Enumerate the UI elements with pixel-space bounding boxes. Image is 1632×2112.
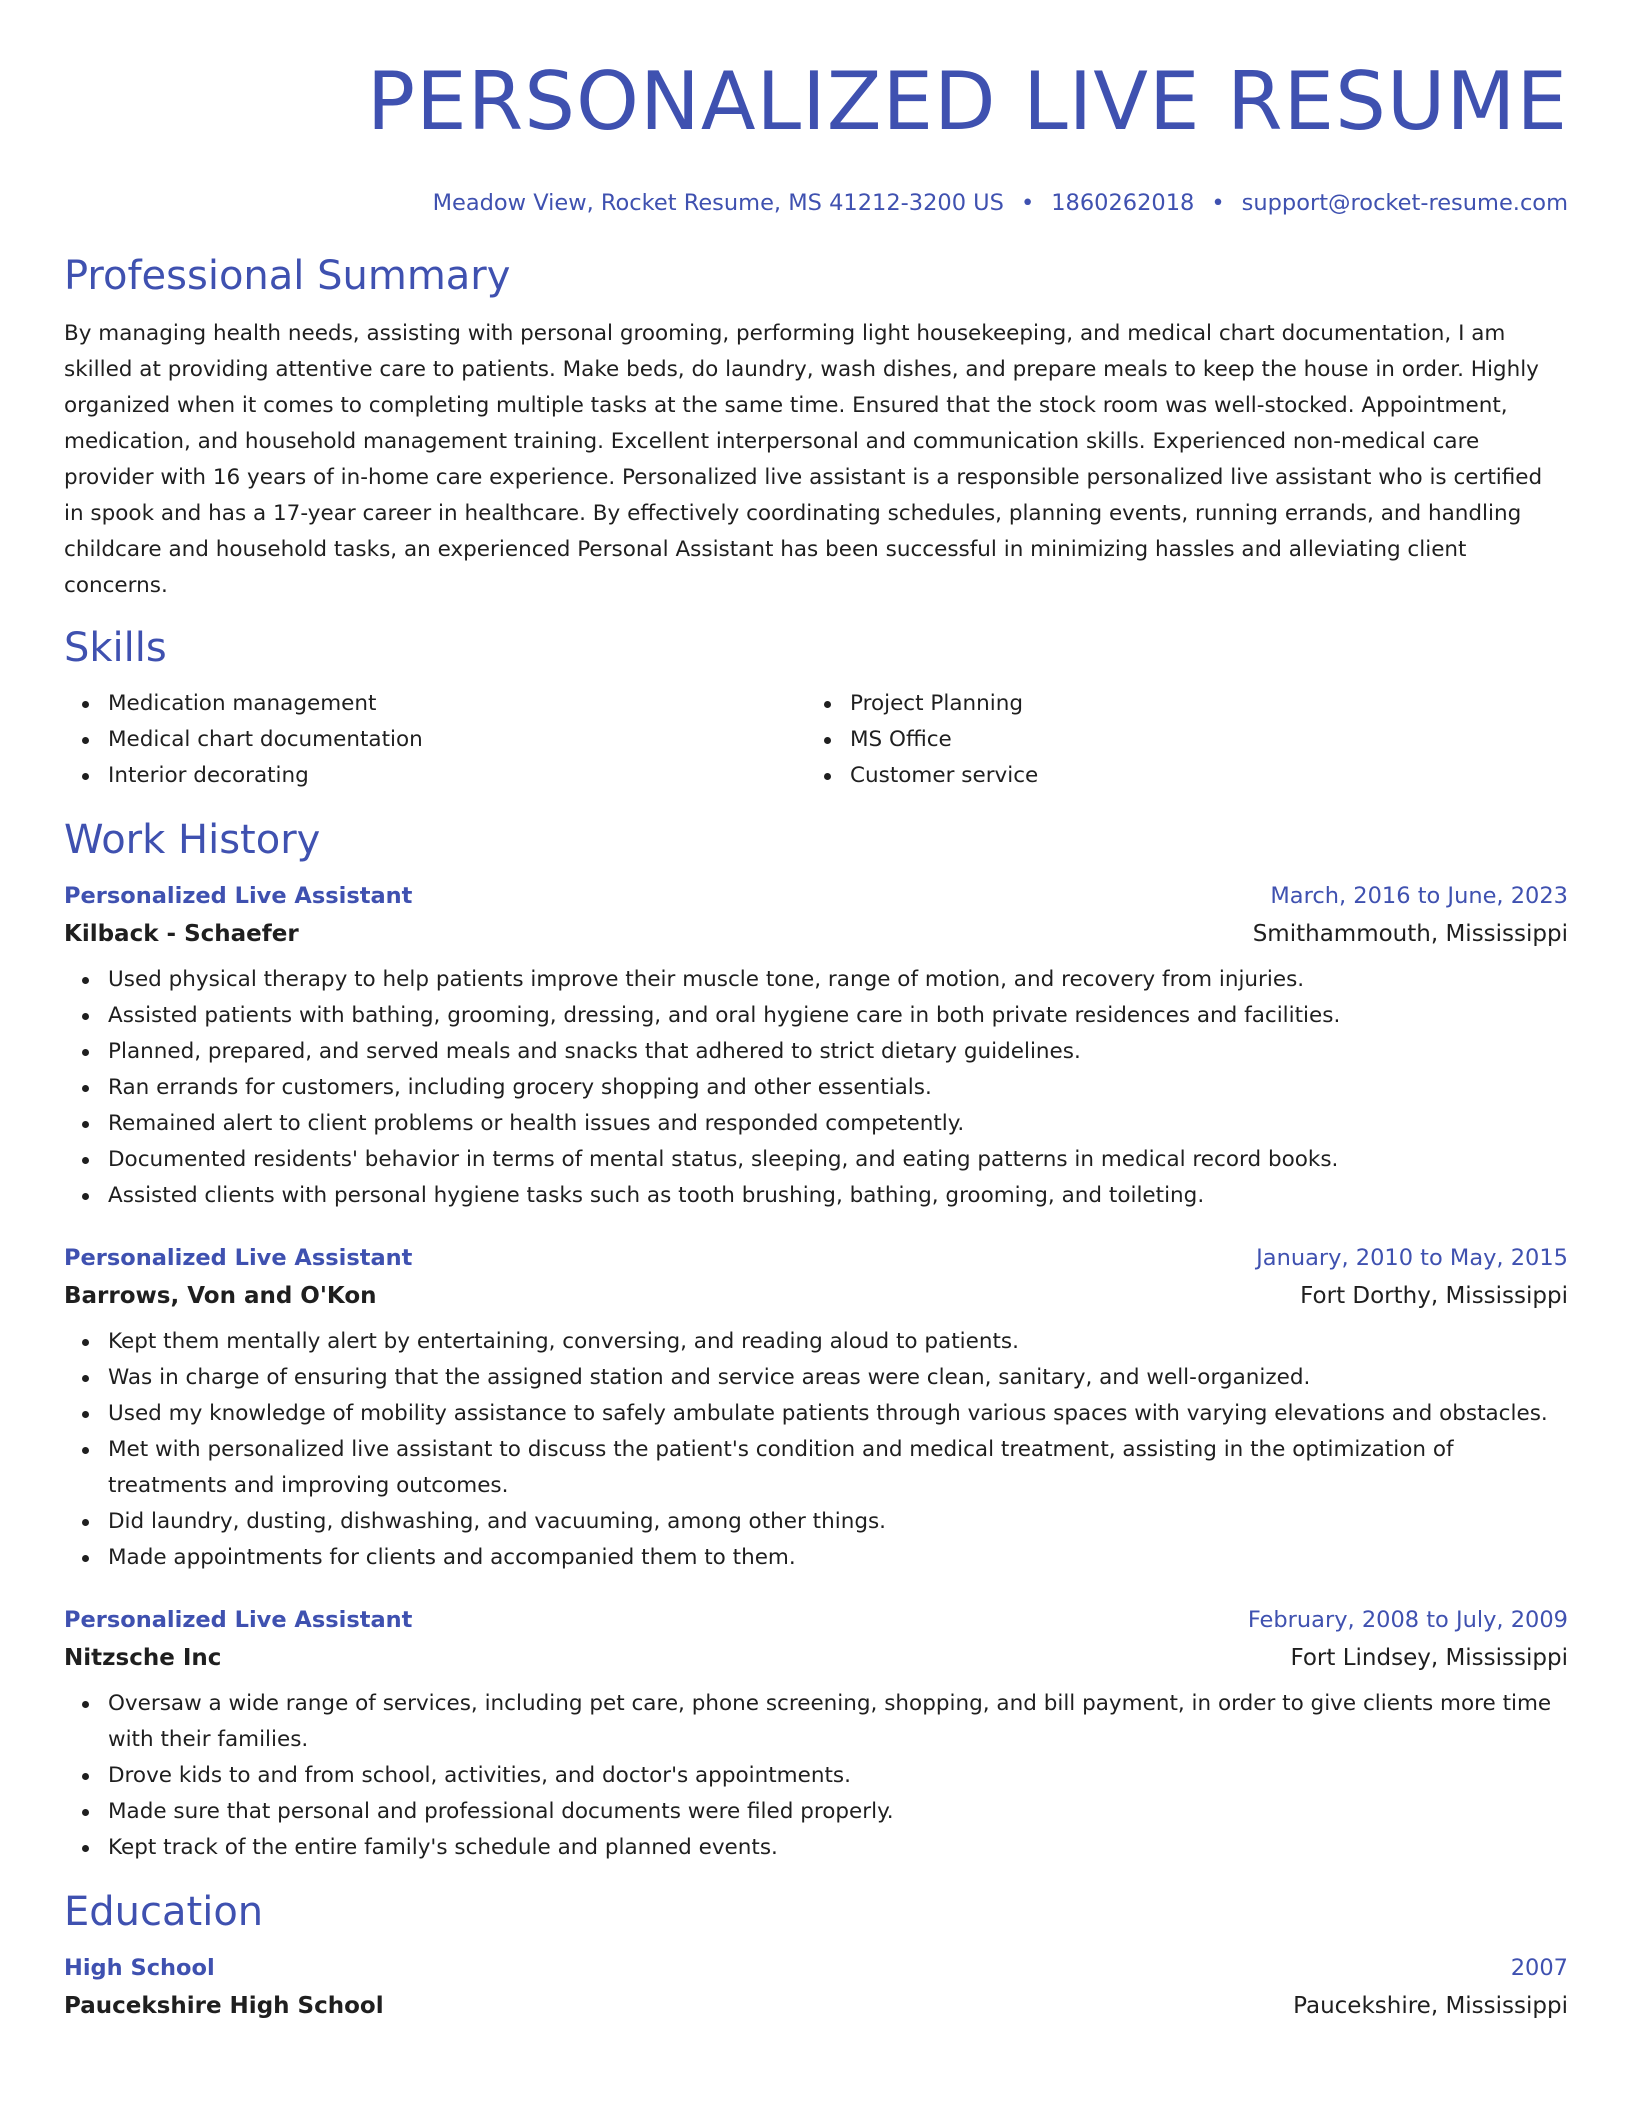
job-bullet: Assisted clients with personal hygiene tasks such as tooth brushing, bathing, grooming, and toileting. (108, 1178, 1568, 1214)
education-entry (64, 1952, 1568, 2022)
skill-item: MS Office (850, 722, 1548, 758)
job-bullet: Used physical therapy to help patients improve their muscle tone, range of motion, and recovery from injuries. (108, 962, 1568, 998)
email-link[interactable]: support@rocket-resume.com (1241, 190, 1568, 216)
skills-columns (64, 686, 1568, 794)
skill-item: Project Planning (850, 686, 1548, 722)
education-section (64, 1888, 1568, 2022)
skills-list-right (806, 686, 1548, 794)
job-bullets (64, 962, 1568, 1214)
skill-item: Medical chart documentation (108, 722, 806, 758)
summary-section (64, 252, 1568, 604)
job-entry (64, 1604, 1568, 1866)
education-school-row (64, 1990, 1568, 2022)
job-company-row (64, 918, 1568, 950)
skills-section (64, 624, 1568, 794)
job-bullet: Assisted patients with bathing, grooming, dressing, and oral hygiene care in both private residences and facilities. (108, 998, 1568, 1034)
work-history-heading: Work History (64, 817, 321, 863)
job-bullet: Made sure that personal and professional documents were filed properly. (108, 1794, 1568, 1830)
skill-item: Customer service (850, 758, 1548, 794)
job-bullets (64, 1686, 1568, 1866)
resume-header (64, 56, 1568, 218)
job-title: Personalized Live Assistant (64, 1607, 413, 1633)
job-location: Smithammouth, Mississippi (1252, 921, 1568, 947)
job-company-row (64, 1642, 1568, 1674)
education-heading: Education (64, 1889, 264, 1935)
candidate-name: PERSONALIZED LIVE RESUME (366, 55, 1568, 148)
job-entry (64, 1242, 1568, 1576)
separator-2: • (1211, 190, 1225, 216)
graduation-year: 2007 (1510, 1955, 1568, 1981)
job-header-row (64, 1604, 1568, 1636)
job-bullet: Was in charge of ensuring that the assigned station and service areas were clean, sanitary, and well-organized. (108, 1360, 1568, 1396)
skill-item: Medication management (108, 686, 806, 722)
job-bullet: Kept them mentally alert by entertaining, conversing, and reading aloud to patients. (108, 1324, 1568, 1360)
job-company: Kilback - Schaefer (64, 921, 299, 947)
job-bullet: Met with personalized live assistant to discuss the patient's condition and medical treatment, assisting in the optimization of treatments and improving outcomes. (108, 1432, 1568, 1504)
job-bullet: Planned, prepared, and served meals and snacks that adhered to strict dietary guidelines. (108, 1034, 1568, 1070)
school-name: Paucekshire High School (64, 1993, 384, 2019)
job-dates: January, 2010 to May, 2015 (1256, 1245, 1568, 1271)
job-entry (64, 880, 1568, 1214)
degree: High School (64, 1955, 215, 1981)
phone: 1860262018 (1051, 190, 1195, 216)
address: Meadow View, Rocket Resume, MS 41212-3200 US (432, 190, 1004, 216)
separator-1: • (1020, 190, 1035, 216)
job-company: Nitzsche Inc (64, 1645, 222, 1671)
job-location: Fort Lindsey, Mississippi (1290, 1645, 1568, 1671)
job-bullet: Did laundry, dusting, dishwashing, and vacuuming, among other things. (108, 1504, 1568, 1540)
work-history-section (64, 816, 1568, 1866)
job-dates: March, 2016 to June, 2023 (1270, 883, 1568, 909)
job-company: Barrows, Von and O'Kon (64, 1283, 377, 1309)
contact-line (64, 188, 1568, 218)
job-bullet: Made appointments for clients and accompanied them to them. (108, 1540, 1568, 1576)
job-bullets (64, 1324, 1568, 1576)
summary-text: By managing health needs, assisting with personal grooming, performing light housekeeping, and medical chart documentation, I am skilled at providing attentive care to patients. Make beds, do laundry, wash dishes, and prepare meals to keep the house in order. Highly organized when it comes to completing multiple tasks at the same time. Ensured that the stock room was well-stocked. Appointment, medication, and household management training. Excellent interpersonal and communication skills. Experienced non-medical care provider with 16 years of in-home care experience. Personalized live assistant is a responsible personalized live assistant who is certified in spook and has a 17-year career in healthcare. By effectively coordinating schedules, planning events, running errands, and handling childcare and household tasks, an experienced Personal Assistant has been successful in minimizing hassles and alleviating client concerns. (64, 321, 1543, 598)
job-bullet: Drove kids to and from school, activities, and doctor's appointments. (108, 1758, 1568, 1794)
skill-item: Interior decorating (108, 758, 806, 794)
summary-heading: Professional Summary (64, 253, 511, 299)
job-bullet: Remained alert to client problems or health issues and responded competently. (108, 1106, 1568, 1142)
skills-heading: Skills (64, 625, 167, 671)
job-title: Personalized Live Assistant (64, 883, 413, 909)
job-title: Personalized Live Assistant (64, 1245, 413, 1271)
job-company-row (64, 1280, 1568, 1312)
education-header-row (64, 1952, 1568, 1984)
job-bullet: Oversaw a wide range of services, including pet care, phone screening, shopping, and bill payment, in order to give clients more time with their families. (108, 1686, 1568, 1758)
job-bullet: Used my knowledge of mobility assistance to safely ambulate patients through various spaces with varying elevations and obstacles. (108, 1396, 1568, 1432)
skills-list-left (64, 686, 806, 794)
job-bullet: Documented residents' behavior in terms of mental status, sleeping, and eating patterns in medical record books. (108, 1142, 1568, 1178)
job-location: Fort Dorthy, Mississippi (1300, 1283, 1568, 1309)
job-bullet: Kept track of the entire family's schedule and planned events. (108, 1830, 1568, 1866)
school-location: Paucekshire, Mississippi (1293, 1993, 1568, 2019)
job-bullet: Ran errands for customers, including grocery shopping and other essentials. (108, 1070, 1568, 1106)
job-dates: February, 2008 to July, 2009 (1247, 1607, 1568, 1633)
job-header-row (64, 880, 1568, 912)
job-header-row (64, 1242, 1568, 1274)
